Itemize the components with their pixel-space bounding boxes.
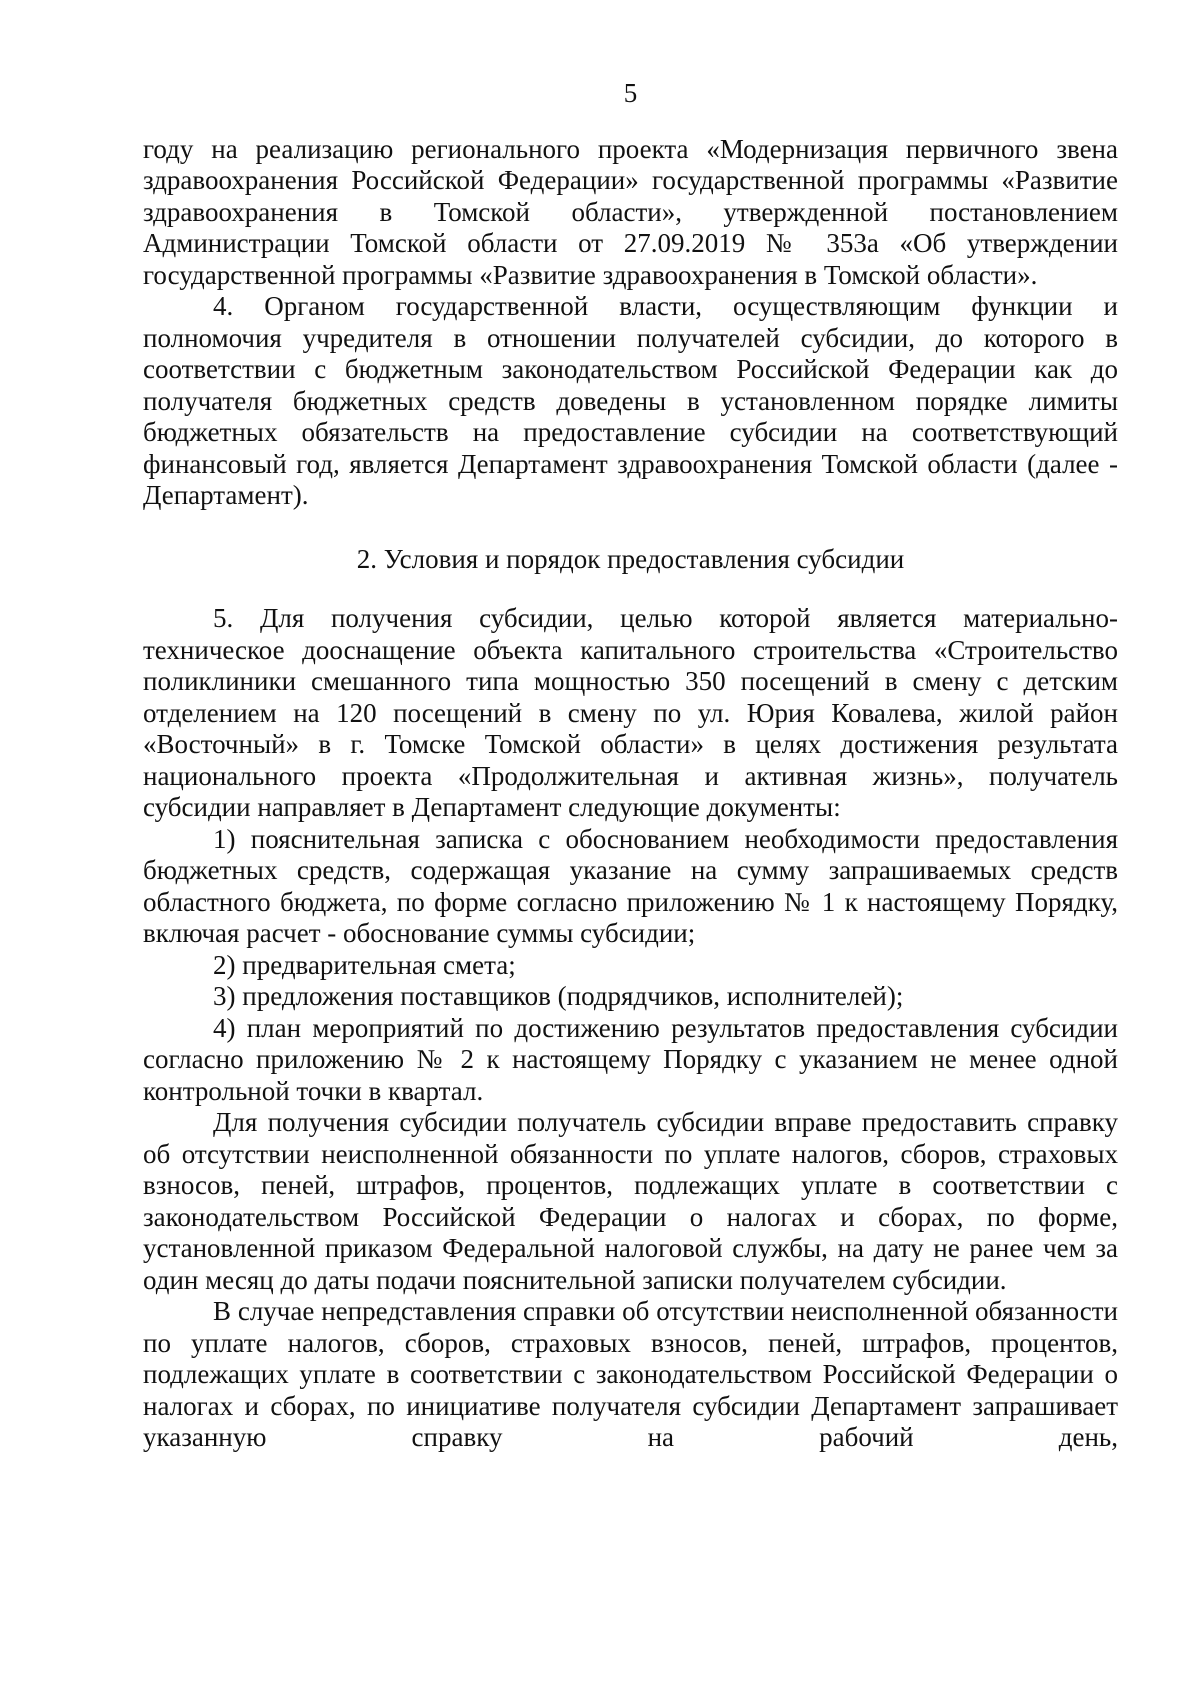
page-number: 5 [623,78,638,108]
paragraph-tax-certificate: Для получения субсидии получатель субсидии вправе предоставить справку об отсутствии неисполненной обязанности по уплате налогов, сборов, страховых взносов, пеней, штрафов, процентов, подлежащих уплате в соответствии с законодательством Российской Федерации о налогах и сборах, по форме, установленной приказом Федеральной налоговой службы, на дату не ранее чем за один месяц до даты подачи пояснительной записки получателем субсидии. [143,1107,1118,1295]
list-item-2: 2) предварительная смета; [213,949,516,980]
list-item-4: 4) план мероприятий по достижению результатов предоставления субсидии согласно приложению № 2 к настоящему Порядку с указанием не менее одной контрольной точки в квартал. [143,1012,1118,1106]
document-page [143,78,1118,1454]
list-item-1: 1) пояснительная записка с обоснованием необходимости предоставления бюджетных средств, содержащая указание на сумму запрашиваемых средств областного бюджета, по форме согласно приложению № 1 к настоящему Порядку, включая расчет - обоснование суммы субсидии; [143,823,1118,948]
paragraph-certificate-request: В случае непредставления справки об отсутствии неисполненной обязанности по уплате налогов, сборов, страховых взносов, пеней, штрафов, процентов, подлежащих уплате в соответствии с законодательством Российской Федерации о налогах и сборах, по инициативе получателя субсидии Департамент запрашивает указанную справку на рабочий день, [143,1296,1118,1452]
section-heading: 2. Условия и порядок предоставления субсидии [356,543,905,574]
paragraph-4-department: 4. Органом государственной власти, осуществляющим функции и полномочия учредителя в отношении получателей субсидии, до которого в соответствии с бюджетным законодательством Российской Федерации как до получателя бюджетных средств доведены в установленном порядке лимиты бюджетных обязательств на предоставление субсидии на соответствующий финансовый год, является Департамент здравоохранения Томской области (далее - Департамент). [143,291,1118,510]
paragraph-5-documents: 5. Для получения субсидии, целью которой является материально-техническое дооснащение объекта капитального строительства «Строительство поликлиники смешанного типа мощностью 350 посещений в смену с детским отделением на 120 посещений в смену по ул. Юрия Ковалева, жилой район «Восточный» в г. Томске Томской области» в целях достижения результата национального проекта «Продолжительная и активная жизнь», получатель субсидии направляет в Департамент следующие документы: [143,603,1118,822]
list-item-3: 3) предложения поставщиков (подрядчиков, исполнителей); [213,981,904,1011]
paragraph-project-reference: году на реализацию регионального проекта «Модернизация первичного звена здравоохранения Российской Федерации» государственной программы «Развитие здравоохранения в Томской области», утвержденной постановлением Администрации Томской области от 27.09.2019 № 353а «Об утверждении государственной программы «Развитие здравоохранения в Томской области». [143,133,1118,290]
